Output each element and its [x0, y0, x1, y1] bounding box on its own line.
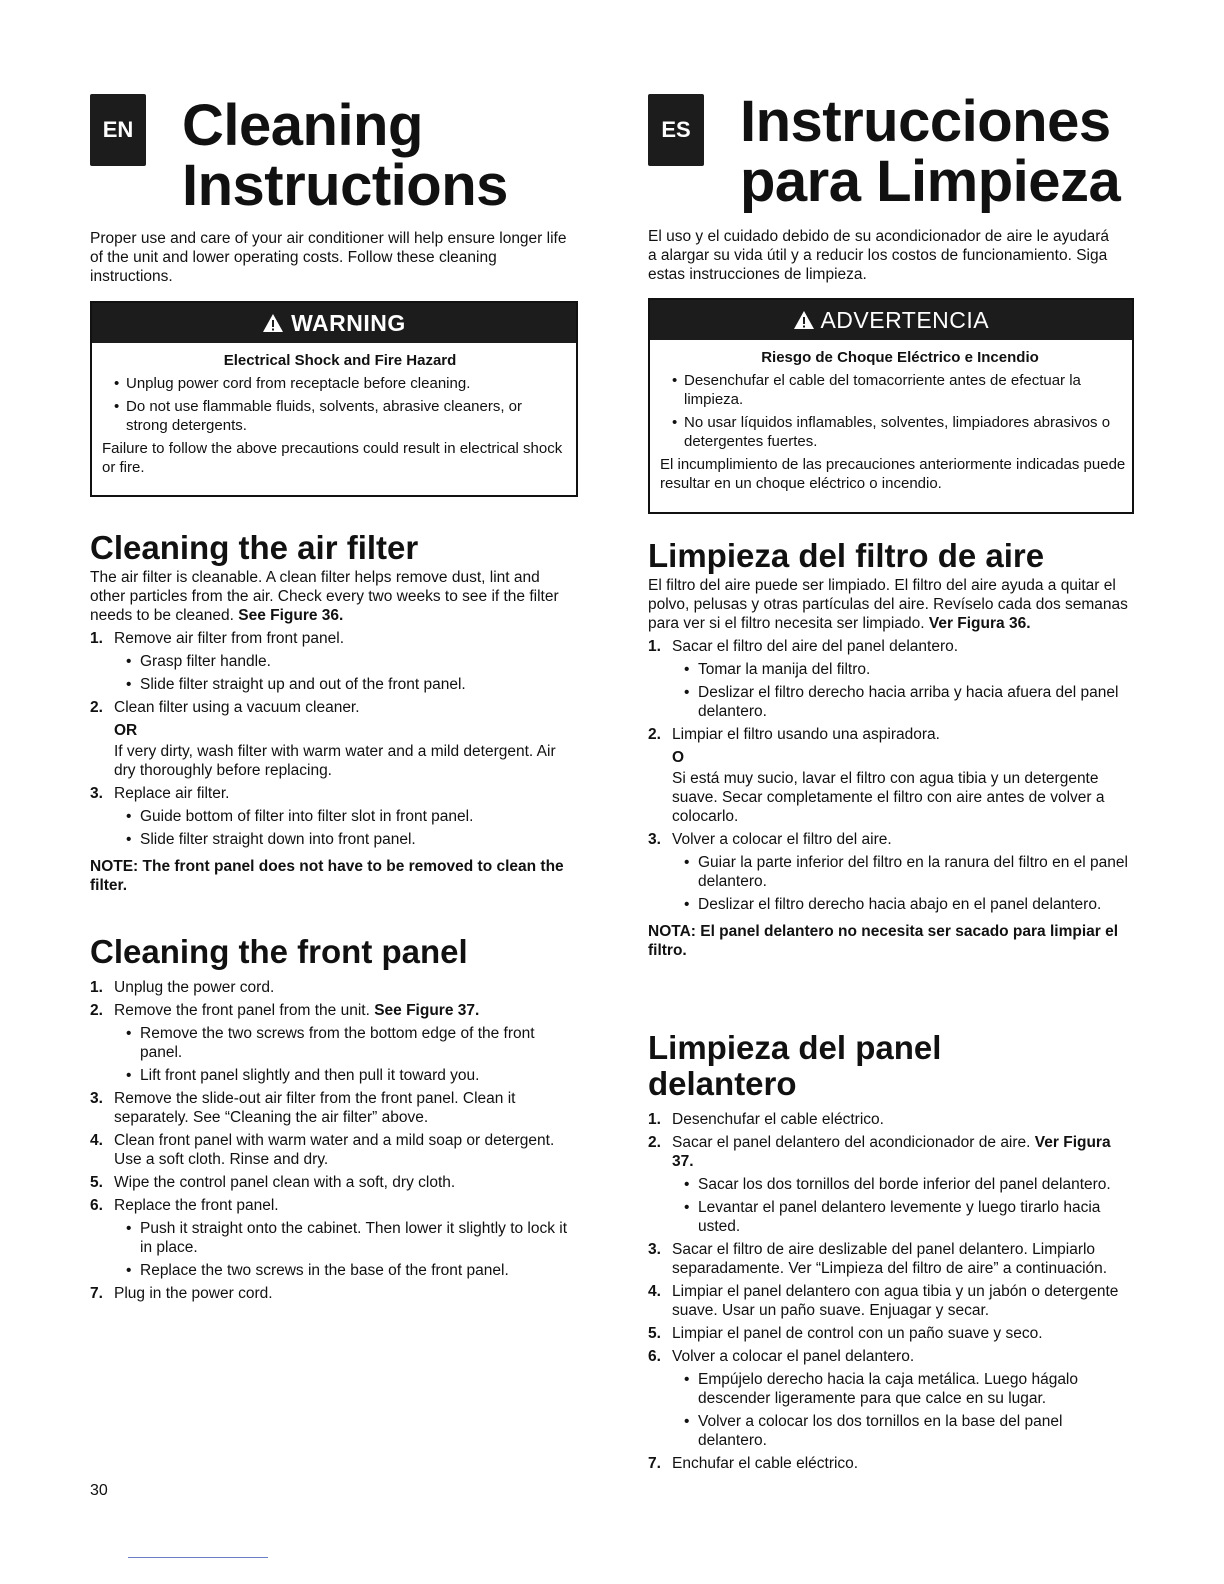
page-number: 30 — [90, 1482, 108, 1499]
es-filter-alt: Si está muy sucio, lavar el filtro con agua tibia y un detergente suave. Secar completamente el filtro con aire antes de volver a colocarlo. — [672, 770, 1105, 825]
en-warning-header — [92, 303, 576, 343]
en-filter-step: 2. Clean filter using a vacuum cleaner. OR If very dirty, wash filter with warm water and a mild detergent. Air dry thoroughly before replacing. — [90, 698, 576, 780]
es-warning-footer: El incumplimiento de las precauciones anteriormente indicadas puede resultar en un choque eléctrico o incendio. — [660, 456, 1126, 492]
es-panel-section — [648, 1030, 1132, 1477]
es-warning-bullet: • Desenchufar el cable del tomacorriente antes de efectuar la limpieza. — [672, 371, 1128, 409]
en-filter-note: NOTE: The front panel does not have to be removed to clean the filter. — [90, 858, 564, 894]
es-panel-step: 6. Volver a colocar el panel delantero. • Empújelo derecho hacia la caja metálica. Luego hágalo descender ligeramente para que calce en su lugar. • Volver a colocar los dos tornillos en la base del panel delantero. — [648, 1347, 1132, 1450]
en-panel-step: 4. Clean front panel with warm water and a mild soap or detergent. Use a soft cloth. Rinse and dry. — [90, 1132, 555, 1168]
es-title-line1: Instrucciones — [740, 89, 1111, 154]
es-panel-step: 3. Sacar el filtro de aire deslizable del panel delantero. Limpiarlo separadamente. Ver “Limpieza del filtro de aire” a continuación. — [648, 1241, 1108, 1277]
en-panel-section — [90, 934, 576, 1307]
en-language-badge: EN — [90, 94, 146, 166]
es-warning-header — [650, 300, 1132, 340]
en-page-title — [182, 93, 508, 218]
en-panel-step: 6. Replace the front panel. • Push it straight onto the cabinet. Then lower it slightly to lock it in place. • Replace the two screws in the base of the front panel. — [90, 1196, 576, 1280]
es-filter-intro: El filtro del aire puede ser limpiado. El filtro del aire ayuda a quitar el polvo, pelusas y otras partículas del aire. Revíselo cada dos semanas para ver si el filtro necesita ser limpiado. Ver Figura 36. — [648, 577, 1128, 632]
figure-ref: See Figure 37. — [374, 1002, 480, 1019]
warning-triangle-icon — [793, 307, 821, 333]
en-panel-heading: Cleaning the front panel — [90, 933, 468, 970]
en-warning-footer: Failure to follow the above precautions could result in electrical shock or fire. — [102, 440, 563, 476]
warning-triangle-icon — [262, 310, 291, 336]
es-title-line2: para Limpieza — [740, 149, 1121, 214]
en-panel-step: 1. Unplug the power cord. — [90, 979, 275, 996]
es-panel-step: 1. Desenchufar el cable eléctrico. — [648, 1111, 884, 1128]
figure-ref: Ver Figura 36. — [928, 615, 1031, 632]
en-panel-step: 3. Remove the slide-out air filter from the front panel. Clean it separately. See “Cleaning the air filter” above. — [90, 1090, 516, 1126]
list-item: • Sacar los dos tornillos del borde inferior del panel delantero. — [680, 1175, 1132, 1194]
es-filter-note: NOTA: El panel delantero no necesita ser sacado para limpiar el filtro. — [648, 923, 1119, 959]
list-item: • Deslizar el filtro derecho hacia arriba y hacia afuera del panel delantero. — [680, 683, 1128, 721]
es-panel-heading-line1: Limpieza del panel — [648, 1029, 942, 1066]
list-item: • Replace the two screws in the base of the front panel. — [122, 1261, 576, 1280]
es-warning-bullet: • No usar líquidos inflamables, solventes, limpiadores abrasivos o detergentes fuertes. — [672, 413, 1128, 451]
en-filter-section — [90, 530, 576, 895]
en-warning-box — [90, 301, 578, 497]
en-panel-step: 5. Wipe the control panel clean with a soft, dry cloth. — [90, 1174, 456, 1191]
es-panel-step: 4. Limpiar el panel delantero con agua tibia y un jabón o detergente suave. Usar un paño suave. Enjuagar y secar. — [648, 1283, 1119, 1319]
es-filter-heading: Limpieza del filtro de aire — [648, 537, 1045, 574]
es-filter-section — [648, 538, 1128, 960]
es-warning-heading: ADVERTENCIA — [820, 307, 990, 333]
es-filter-step: 2. Limpiar el filtro usando una aspiradora. O Si está muy sucio, lavar el filtro con agua tibia y un detergente suave. Secar completamente el filtro con aire antes de volver a colocarlo. — [648, 725, 1128, 826]
list-item: • Remove the two screws from the bottom edge of the front panel. — [122, 1024, 576, 1062]
figure-ref: See Figure 36. — [238, 607, 344, 624]
en-warning-heading: WARNING — [291, 310, 406, 336]
en-filter-intro: The air filter is cleanable. A clean filter helps remove dust, lint and other particles from the air. Check every two weeks to see if the filter needs to be cleaned. See Figure 36. — [90, 569, 559, 624]
list-item: • Tomar la manija del filtro. — [680, 660, 1128, 679]
en-filter-step: 3. Replace air filter. • Guide bottom of filter into filter slot in front panel. • Slide filter straight down into front panel. — [90, 784, 576, 849]
or-label: OR — [114, 722, 138, 739]
en-warning-bullet: • Unplug power cord from receptacle before cleaning. — [114, 374, 566, 393]
es-language-badge: ES — [648, 94, 704, 166]
footer-divider — [128, 1557, 268, 1558]
es-panel-heading-line2: delantero — [648, 1065, 797, 1102]
en-warning-subheading: Electrical Shock and Fire Hazard — [223, 352, 457, 369]
es-intro: El uso y el cuidado debido de su acondicionador de aire le ayudará a alargar su vida útil y a reducir los costos de funcionamiento. Siga estas instrucciones de limpieza. — [648, 228, 1110, 283]
en-filter-alt: If very dirty, wash filter with warm water and a mild detergent. Air dry thoroughly before replacing. — [114, 743, 556, 779]
list-item: • Lift front panel slightly and then pull it toward you. — [122, 1066, 576, 1085]
en-intro: Proper use and care of your air conditioner will help ensure longer life of the unit and lower operating costs. Follow these cleaning instructions. — [90, 230, 567, 285]
list-item: • Guiar la parte inferior del filtro en la ranura del filtro en el panel delantero. — [680, 853, 1128, 891]
list-item: • Grasp filter handle. — [122, 652, 576, 671]
en-panel-step: 2. Remove the front panel from the unit. See Figure 37. • Remove the two screws from the bottom edge of the front panel. • Lift front panel slightly and then pull it toward you. — [90, 1001, 576, 1085]
es-panel-step: 5. Limpiar el panel de control con un paño suave y seco. — [648, 1325, 1043, 1342]
es-page-title — [740, 89, 1121, 214]
en-panel-step: 7. Plug in the power cord. — [90, 1285, 273, 1302]
list-item: • Push it straight onto the cabinet. Then lower it slightly to lock it in place. — [122, 1219, 576, 1257]
es-warning-subheading: Riesgo de Choque Eléctrico e Incendio — [761, 349, 1039, 366]
es-filter-step: 3. Volver a colocar el filtro del aire. • Guiar la parte inferior del filtro en la ranura del filtro en el panel delantero. • Deslizar el filtro derecho hacia abajo en el panel delantero. — [648, 830, 1128, 914]
en-title-line1: Cleaning — [182, 93, 423, 158]
list-item: • Volver a colocar los dos tornillos en la base del panel delantero. — [680, 1412, 1132, 1450]
list-item: • Slide filter straight up and out of the front panel. — [122, 675, 576, 694]
figure-ref: Ver Figura 37. — [672, 1134, 1111, 1170]
es-panel-heading — [648, 1030, 1132, 1102]
en-title-line2: Instructions — [182, 153, 508, 218]
en-warning-bullet: • Do not use flammable fluids, solvents, abrasive cleaners, or strong detergents. — [114, 397, 566, 435]
list-item: • Empújelo derecho hacia la caja metálica. Luego hágalo descender ligeramente para que calce en su lugar. — [680, 1370, 1132, 1408]
list-item: • Deslizar el filtro derecho hacia abajo en el panel delantero. — [680, 895, 1128, 914]
es-panel-step: 7. Enchufar el cable eléctrico. — [648, 1455, 859, 1472]
or-label: O — [672, 749, 685, 766]
list-item: • Levantar el panel delantero levemente y luego tirarlo hacia usted. — [680, 1198, 1132, 1236]
list-item: • Slide filter straight down into front panel. — [122, 830, 576, 849]
es-filter-step: 1. Sacar el filtro del aire del panel delantero. • Tomar la manija del filtro. • Deslizar el filtro derecho hacia arriba y hacia afuera del panel delantero. — [648, 637, 1128, 721]
es-warning-box — [648, 298, 1134, 514]
list-item: • Guide bottom of filter into filter slot in front panel. — [122, 807, 576, 826]
es-panel-step: 2. Sacar el panel delantero del acondicionador de aire. Ver Figura 37. • Sacar los dos tornillos del borde inferior del panel delantero. • Levantar el panel delantero levemente y luego tirarlo hacia usted. — [648, 1133, 1132, 1236]
en-filter-heading: Cleaning the air filter — [90, 529, 419, 566]
en-filter-step: 1. Remove air filter from front panel. • Grasp filter handle. • Slide filter straight up and out of the front panel. — [90, 629, 576, 694]
